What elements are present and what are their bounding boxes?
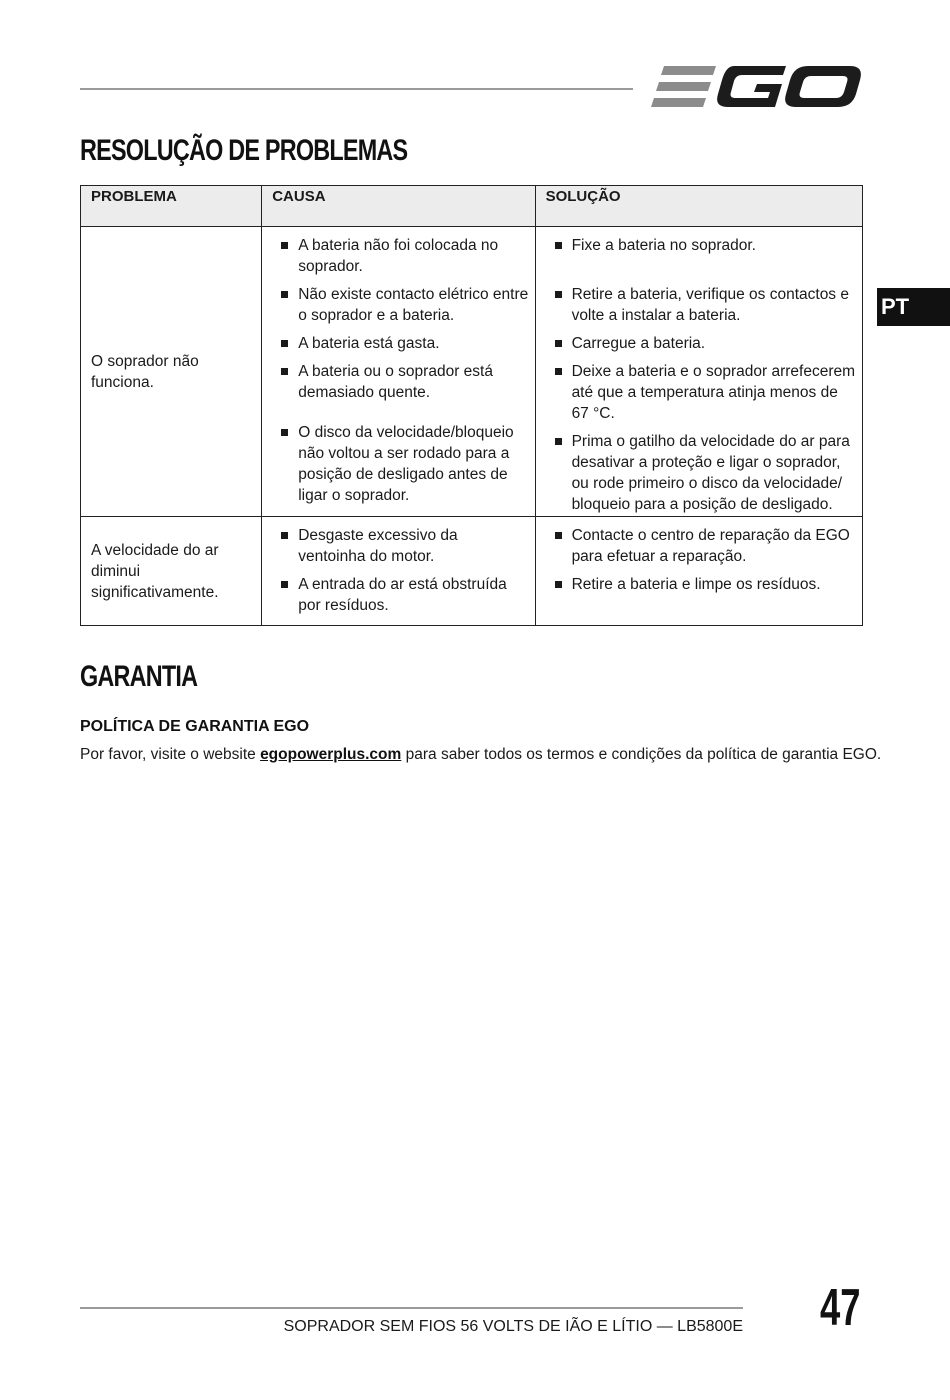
warranty-website-link[interactable]: egopowerplus.com bbox=[260, 746, 402, 763]
cause-cell bbox=[262, 517, 535, 626]
column-header-problem: PROBLEMA bbox=[81, 186, 262, 227]
troubleshooting-table bbox=[80, 185, 863, 626]
footer-rule bbox=[80, 1307, 743, 1309]
problem-cell: O soprador não funciona. bbox=[81, 227, 262, 517]
problem-cell: A velocidade do ar diminui significativamente. bbox=[81, 517, 262, 626]
language-tab: PT bbox=[877, 288, 950, 326]
table-row bbox=[81, 227, 863, 517]
solution-item: Fixe a bateria no soprador. bbox=[546, 235, 856, 256]
cause-item: A bateria está gasta. bbox=[272, 333, 528, 354]
column-header-cause: CAUSA bbox=[262, 186, 535, 227]
cause-item: Desgaste excessivo da ventoinha do motor. bbox=[272, 525, 528, 567]
footer-product-title: SOPRADOR SEM FIOS 56 VOLTS DE IÃO E LÍTIO — LB5800E bbox=[283, 1318, 743, 1335]
column-header-solution: SOLUÇÃO bbox=[535, 186, 862, 227]
table-row bbox=[81, 517, 863, 626]
cause-item: A bateria não foi colocada no soprador. bbox=[272, 235, 528, 277]
solution-cell bbox=[535, 517, 862, 626]
solution-item: Prima o gatilho da velocidade do ar para desativar a proteção e ligar o soprador, ou rode primeiro o disco da velocidade/ bloqueio para a posição de desligado. bbox=[546, 431, 856, 515]
cause-item: A bateria ou o soprador está demasiado quente. bbox=[272, 361, 528, 403]
cause-cell bbox=[262, 227, 535, 517]
troubleshooting-title: RESOLUÇÃO DE PROBLEMAS bbox=[80, 134, 408, 167]
warranty-title: GARANTIA bbox=[80, 660, 198, 693]
solution-item: Carregue a bateria. bbox=[546, 333, 856, 354]
cause-item: Não existe contacto elétrico entre o soprador e a bateria. bbox=[272, 284, 528, 326]
warranty-text-before: Por favor, visite o website bbox=[80, 746, 261, 763]
solution-item: Deixe a bateria e o soprador arrefecerem até que a temperatura atinja menos de 67 °C. bbox=[546, 361, 856, 424]
cause-item: A entrada do ar está obstruída por resíduos. bbox=[272, 574, 528, 616]
cause-item: O disco da velocidade/bloqueio não voltou a ser rodado para a posição de desligado antes de ligar o soprador. bbox=[272, 422, 528, 506]
warranty-text-after: para saber todos os termos e condições da política de garantia EGO. bbox=[401, 746, 882, 763]
warranty-policy-subtitle: POLÍTICA DE GARANTIA EGO bbox=[80, 718, 310, 735]
solution-cell bbox=[535, 227, 862, 517]
solution-item: Retire a bateria e limpe os resíduos. bbox=[546, 574, 856, 595]
header-rule bbox=[80, 88, 633, 90]
ego-logo bbox=[650, 62, 862, 112]
table-header-row bbox=[81, 186, 863, 227]
warranty-text bbox=[80, 746, 881, 764]
solution-item: Contacte o centro de reparação da EGO para efetuar a reparação. bbox=[546, 525, 856, 567]
page-number: 47 bbox=[820, 1279, 861, 1337]
solution-item: Retire a bateria, verifique os contactos e volte a instalar a bateria. bbox=[546, 284, 856, 326]
